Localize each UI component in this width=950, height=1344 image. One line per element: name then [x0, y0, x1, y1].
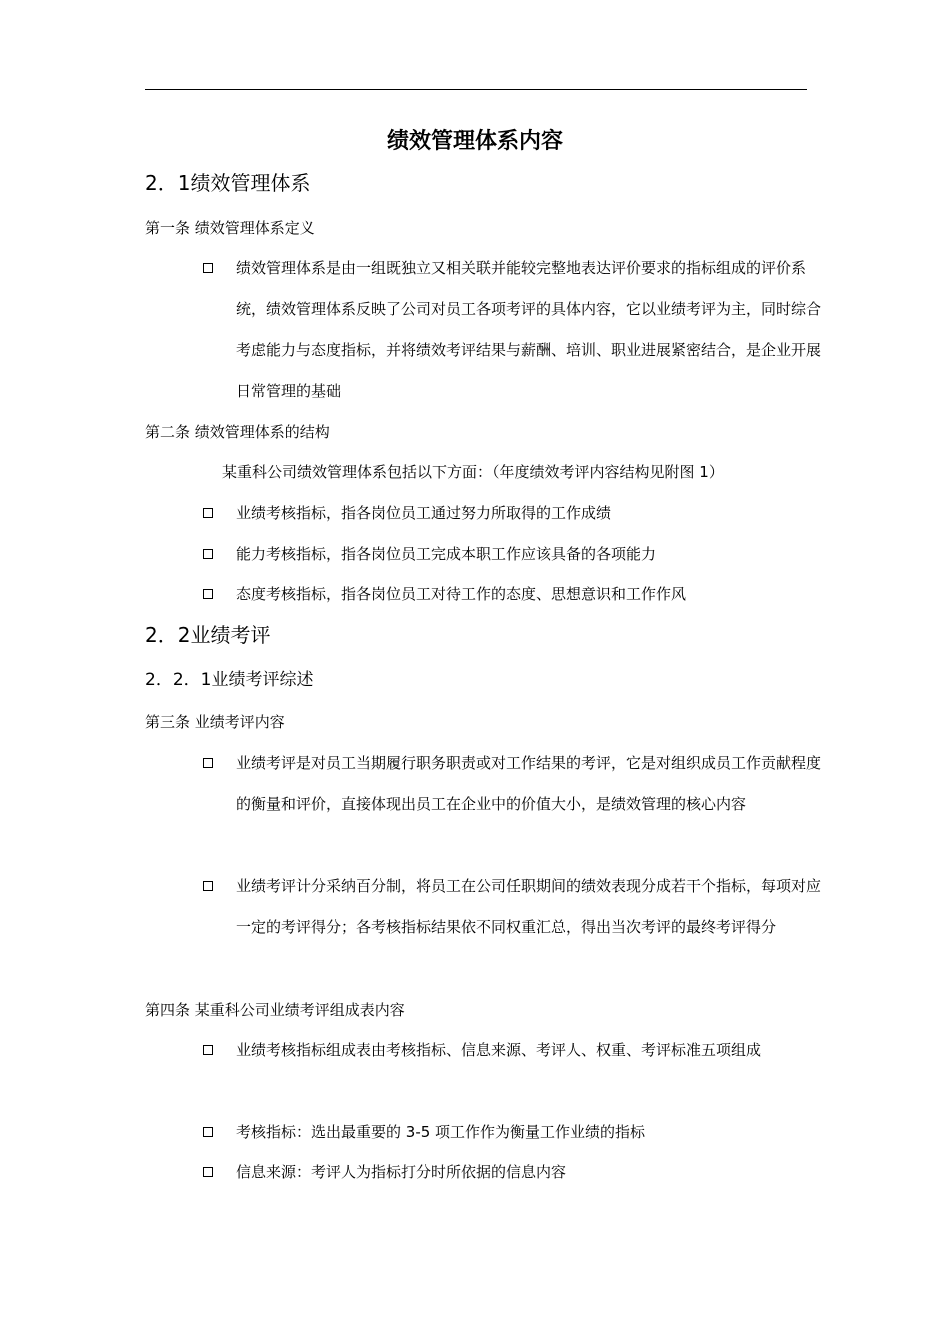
article-1-bullet: 绩效管理体系是由一组既独立又相关联并能较完整地表达评价要求的指标组成的评价系统，绩效管理体系反映了公司对员工各项考评的具体内容，它以业绩考评为主，同时综合考虑能力与态度指标，并将绩效考评结果与薪酬、培训、职业进展紧密结合，是企业开展日常管理的基础 — [236, 259, 822, 400]
article-2-bullet-3: 态度考核指标，指各岗位员工对待工作的态度、思想意识和工作作风 — [236, 585, 687, 603]
article-4-bullet-3: 信息来源：考评人为指标打分时所依据的信息内容 — [236, 1163, 567, 1181]
article-2-bullet-2: 能力考核指标，指各岗位员工完成本职工作应该具备的各项能力 — [236, 545, 657, 563]
article-3-title: 第三条 业绩考评内容 — [145, 713, 285, 731]
subsection-heading-2-2-1: 2．2．1业绩考评综述 — [145, 670, 314, 690]
section-heading-2-1: 2．1绩效管理体系 — [145, 171, 311, 195]
article-3-bullet-1: 业绩考评是对员工当期履行职务职责或对工作结果的考评，它是对组织成员工作贡献程度的衡量和评价，直接体现出员工在企业中的价值大小，是绩效管理的核心内容 — [236, 754, 822, 813]
checkbox-bullet-icon — [203, 1045, 213, 1055]
checkbox-bullet-icon — [203, 881, 213, 891]
article-1-title: 第一条 绩效管理体系定义 — [145, 219, 315, 237]
article-4-bullet-1: 业绩考核指标组成表由考核指标、信息来源、考评人、权重、考评标准五项组成 — [236, 1041, 762, 1059]
article-4-bullet-2: 考核指标：选出最重要的 3-5 项工作作为衡量工作业绩的指标 — [236, 1123, 646, 1141]
document-title: 绩效管理体系内容 — [386, 129, 563, 154]
section-heading-2-2: 2．2业绩考评 — [145, 623, 271, 647]
article-2-title: 第二条 绩效管理体系的结构 — [145, 423, 330, 441]
article-2-intro: 某重科公司绩效管理体系包括以下方面：（年度绩效考评内容结构见附图 1） — [222, 463, 724, 481]
checkbox-bullet-icon — [203, 508, 213, 518]
checkbox-bullet-icon — [203, 589, 213, 599]
article-3-bullet-2: 业绩考评计分采纳百分制，将员工在公司任职期间的绩效表现分成若干个指标，每项对应一定的考评得分；各考核指标结果依不同权重汇总，得出当次考评的最终考评得分 — [236, 877, 822, 936]
checkbox-bullet-icon — [203, 263, 213, 273]
header-rule — [145, 89, 807, 90]
checkbox-bullet-icon — [203, 549, 213, 559]
checkbox-bullet-icon — [203, 1127, 213, 1137]
article-4-title: 第四条 某重科公司业绩考评组成表内容 — [145, 1001, 405, 1019]
checkbox-bullet-icon — [203, 1167, 213, 1177]
checkbox-bullet-icon — [203, 758, 213, 768]
article-2-bullet-1: 业绩考核指标，指各岗位员工通过努力所取得的工作成绩 — [236, 504, 612, 522]
